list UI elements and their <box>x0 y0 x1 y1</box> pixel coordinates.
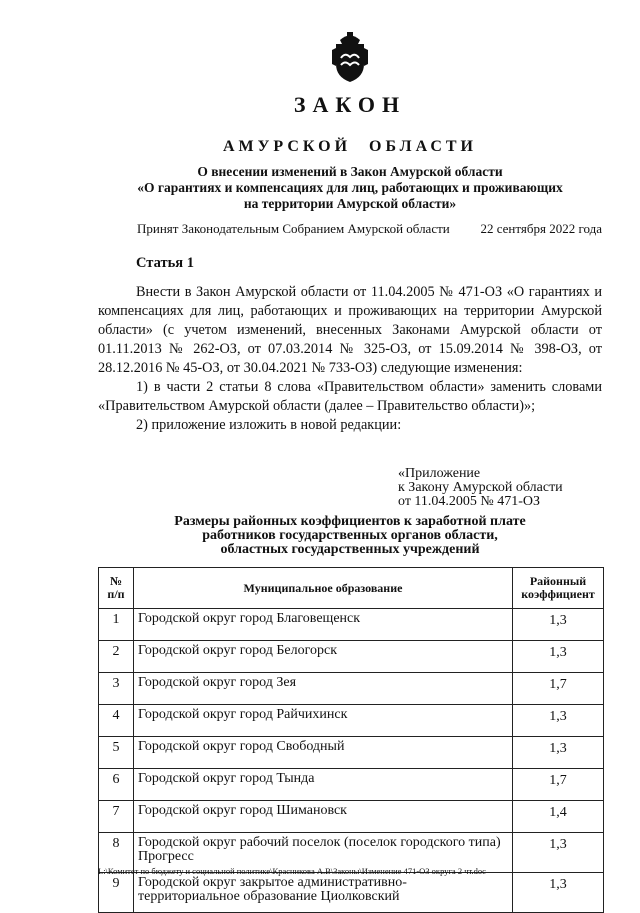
row-municipality: Городской округ город Зея <box>134 673 513 705</box>
subtitle-line-3: на территории Амурской области» <box>243 196 457 211</box>
row-coefficient: 1,3 <box>513 641 604 673</box>
row-coefficient: 1,3 <box>513 737 604 769</box>
row-number: 3 <box>99 673 134 705</box>
appendix-line-1: «Приложение <box>398 466 481 481</box>
appendix-reference <box>398 467 563 509</box>
adopted-date: 22 сентября 2022 года <box>480 221 602 236</box>
row-number: 2 <box>99 641 134 673</box>
row-number: 5 <box>99 737 134 769</box>
table-row <box>99 801 604 833</box>
row-coefficient: 1,4 <box>513 801 604 833</box>
row-number: 9 <box>99 873 134 913</box>
row-municipality: Городской округ город Белогорск <box>134 641 513 673</box>
row-coefficient: 1,3 <box>513 609 604 641</box>
article-paragraph-2: 1) в части 2 статьи 8 слова «Правительством области» заменить словами «Правительством Амурской области (далее – Правительство области)»; <box>98 379 602 414</box>
region-word-1: АМУРСКОЙ <box>223 138 352 155</box>
document-title: ЗАКОН <box>293 92 407 117</box>
article-paragraph-1: Внести в Закон Амурской области от 11.04.2005 № 471-ОЗ «О гарантиях и компенсациях для лиц, работающих и проживающих на территории Амурской области» (с учетом изменений, внесенных Законами Амурской области от 01.11.2013 № 262-ОЗ, от 07.03.2014 № 325-ОЗ, от 15.09.2014 № 398-ОЗ, от 28.12.2016 № 45-ОЗ, от 30.04.2021 № 733-ОЗ) следующие изменения: <box>98 284 602 376</box>
row-municipality: Городской округ город Райчихинск <box>134 705 513 737</box>
row-municipality: Городской округ рабочий поселок (поселок городского типа) Прогресс <box>134 833 513 873</box>
region-word-2: ОБЛАСТИ <box>369 138 477 155</box>
row-number: 6 <box>99 769 134 801</box>
article-paragraph-3: 2) приложение изложить в новой редакции: <box>136 417 402 433</box>
row-number: 8 <box>99 833 134 873</box>
row-coefficient: 1,3 <box>513 705 604 737</box>
table-title-line-1: Размеры районных коэффициентов к заработной плате <box>174 514 526 529</box>
table-row <box>99 737 604 769</box>
col-header-number: № п/п <box>99 568 134 609</box>
table-header-row <box>99 568 604 609</box>
col-header-municipality: Муниципальное образование <box>134 568 513 609</box>
table-row <box>99 641 604 673</box>
subtitle-line-1: О внесении изменений в Закон Амурской области <box>197 164 503 179</box>
row-coefficient: 1,7 <box>513 673 604 705</box>
row-number: 7 <box>99 801 134 833</box>
row-municipality: Городской округ город Тында <box>134 769 513 801</box>
subtitle-line-2: «О гарантиях и компенсациях для лиц, работающих и проживающих <box>137 180 563 195</box>
row-municipality: Городской округ город Свободный <box>134 737 513 769</box>
col-header-coefficient: Районный коэффициент <box>513 568 604 609</box>
row-municipality: Городской округ город Шимановск <box>134 801 513 833</box>
row-coefficient: 1,7 <box>513 769 604 801</box>
row-municipality: Городской округ город Благовещенск <box>134 609 513 641</box>
row-coefficient: 1,3 <box>513 873 604 913</box>
region-title <box>0 138 640 156</box>
row-number: 1 <box>99 609 134 641</box>
article-body <box>98 283 602 435</box>
row-coefficient: 1,3 <box>513 833 604 873</box>
law-subtitle <box>100 164 600 212</box>
file-path-footer: L:\Комитет по бюджету и социальной политике\Красникова А.В\Законы\Изменение 471-ОЗ округа 2 чт.doc <box>98 866 486 876</box>
row-number: 4 <box>99 705 134 737</box>
article-heading: Статья 1 <box>136 255 194 271</box>
table-row <box>99 609 604 641</box>
adopted-by: Принят Законодательным Собранием Амурской области <box>137 221 450 236</box>
coat-of-arms-icon <box>327 30 373 84</box>
table-row <box>99 705 604 737</box>
table-title <box>100 515 600 557</box>
table-row <box>99 873 604 913</box>
coefficients-table <box>98 567 604 913</box>
appendix-line-2: к Закону Амурской области <box>398 480 563 495</box>
table-title-line-2: работников государственных органов области, <box>202 528 498 543</box>
table-row <box>99 673 604 705</box>
table-row <box>99 769 604 801</box>
table-title-line-3: областных государственных учреждений <box>220 542 480 557</box>
row-municipality: Городской округ закрытое административно-территориальное образование Циолковский <box>134 873 513 913</box>
appendix-line-3: от 11.04.2005 № 471-ОЗ <box>398 494 541 509</box>
